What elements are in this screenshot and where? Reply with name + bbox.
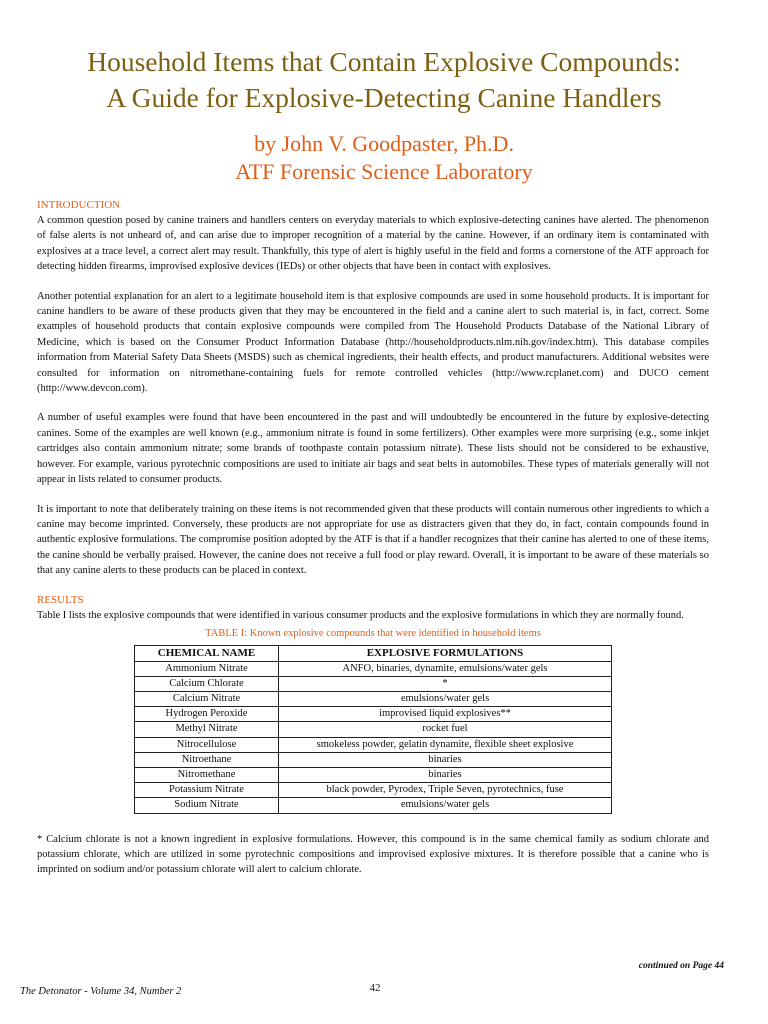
table-footnote: * Calcium chlorate is not a known ingredient in explosive formulations. However, this compound is in the same chemical family as sodium chlorate and potassium chlorate, which are utilized in some pyrotechnic compositions and improvised explosive mixtures. It is therefore possible that a canine who is imprinted on sodium and/or potassium chlorate will alert to calcium chlorate. xyxy=(37,833,709,876)
intro-paragraph-1: A common question posed by canine trainers and handlers centers on everyday materials to which explosive-detecting canines have alerted. The phenomenon of false alerts is not unheard of, and can arise due to improper recognition of a material by the canine. However, if an ordinary item is contaminated with explosives at a trace level, a correct alert may result. Thankfully, this type of alert is highly useful in the field and forms a cornerstone of the ATF approach for detecting hidden firearms, improvised explosive devices (IEDs) or other objects that have been in contact with explosives. xyxy=(37,215,709,273)
table-header-row xyxy=(135,646,612,661)
author-name: by John V. Goodpaster, Ph.D. xyxy=(254,131,514,156)
chemical-name-cell: Nitroethane xyxy=(135,752,279,767)
chemical-name-cell: Hydrogen Peroxide xyxy=(135,707,279,722)
introduction-heading: INTRODUCTION xyxy=(37,199,121,211)
article-body xyxy=(37,198,709,892)
chemical-name-cell: Ammonium Nitrate xyxy=(135,661,279,676)
formulation-cell: rocket fuel xyxy=(279,722,612,737)
results-intro: Table I lists the explosive compounds that were identified in various consumer products and the explosive formulations in which they are normally found. xyxy=(37,609,684,621)
formulation-cell: * xyxy=(279,676,612,691)
table-caption: TABLE I: Known explosive compounds that were identified in household items xyxy=(205,627,541,639)
formulation-cell: emulsions/water gels xyxy=(279,691,612,706)
formulation-cell: improvised liquid explosives** xyxy=(279,707,612,722)
intro-paragraph-3: A number of useful examples were found that have been encountered in the past and will undoubtedly be encountered in the future by explosive-detecting canines. Some of the examples are well known (e.g., ammonium nitrate is found in some fertilizers). Other examples were more surprising (e.g., some inkjet cartridges also contain ammonium nitrate; some brands of toothpaste contain potassium nitrate). These lists should not be considered to be exhaustive, however. For example, various pyrotechnic compositions are used to initiate air bags and seat belts in automobiles. These types of materials generally will not appear in lists related to consumer products. xyxy=(37,412,709,486)
compounds-table xyxy=(134,645,612,813)
table-row xyxy=(135,676,612,691)
author-affiliation: ATF Forensic Science Laboratory xyxy=(235,159,533,184)
intro-paragraph-2: Another potential explanation for an alert to a legitimate household item is that explosive compounds are used in some household products. It is important for canine handlers to be aware of these products given that they may be encountered in the field and a canine alert to such material is, in fact, correct. Some examples of household products that contain explosive compounds were compiled from The Household Products Database of the National Library of Medicine, which is based on the Consumer Product Information Database (http://householdproducts.nlm.nih.gov/index.htm). This database compiles information from Material Safety Data Sheets (MSDS) such as chemical ingredients, their health effects, and product manufacturers. Additional websites were consulted for information on nitromethane-containing fuels for remote controlled vehicles (http://www.rcplanet.com) and DUCO cement (http://www.devcon.com). xyxy=(37,290,709,395)
chemical-name-cell: Calcium Chlorate xyxy=(135,676,279,691)
chemical-name-cell: Nitromethane xyxy=(135,767,279,782)
article-title xyxy=(20,44,748,116)
column-header-chemical-name: CHEMICAL NAME xyxy=(135,646,279,661)
formulation-cell: black powder, Pyrodex, Triple Seven, pyrotechnics, fuse xyxy=(279,783,612,798)
chemical-name-cell: Sodium Nitrate xyxy=(135,798,279,813)
continued-note: continued on Page 44 xyxy=(638,961,724,971)
publication-footer: The Detonator - Volume 34, Number 2 xyxy=(20,986,182,997)
table-row xyxy=(135,737,612,752)
table-row xyxy=(135,752,612,767)
page-number: 42 xyxy=(369,982,381,994)
table-row xyxy=(135,783,612,798)
title-line-2: A Guide for Explosive-Detecting Canine Handlers xyxy=(106,82,662,113)
table-row xyxy=(135,707,612,722)
column-header-explosive-formulations: EXPLOSIVE FORMULATIONS xyxy=(279,646,612,661)
chemical-name-cell: Potassium Nitrate xyxy=(135,783,279,798)
table-row xyxy=(135,722,612,737)
title-line-1: Household Items that Contain Explosive Compounds: xyxy=(87,46,681,77)
formulation-cell: smokeless powder, gelatin dynamite, flexible sheet explosive xyxy=(279,737,612,752)
chemical-name-cell: Methyl Nitrate xyxy=(135,722,279,737)
results-heading: RESULTS xyxy=(37,593,84,606)
author-byline xyxy=(20,130,748,186)
intro-paragraph-4: It is important to note that deliberately training on these items is not recommended given that these products will contain numerous other ingredients to which a canine may become imprinted. Conversely, these products are not appropriate for use as distracters given that they do, in fact, contain compounds found in authentic explosive formulations. The compromise position adopted by the ATF is that if a handler recognizes that their canine has alerted to one of these items, the canine should be verbally praised. However, the canine does not receive a full food or play reward. Overall, it is important to be aware of these materials so that any canine alerts to these products can be placed in context. xyxy=(37,503,709,577)
table-row xyxy=(135,691,612,706)
formulation-cell: binaries xyxy=(279,752,612,767)
formulation-cell: emulsions/water gels xyxy=(279,798,612,813)
table-row xyxy=(135,661,612,676)
table-row xyxy=(135,767,612,782)
formulation-cell: binaries xyxy=(279,767,612,782)
formulation-cell: ANFO, binaries, dynamite, emulsions/water gels xyxy=(279,661,612,676)
table-row xyxy=(135,798,612,813)
chemical-name-cell: Calcium Nitrate xyxy=(135,691,279,706)
chemical-name-cell: Nitrocellulose xyxy=(135,737,279,752)
